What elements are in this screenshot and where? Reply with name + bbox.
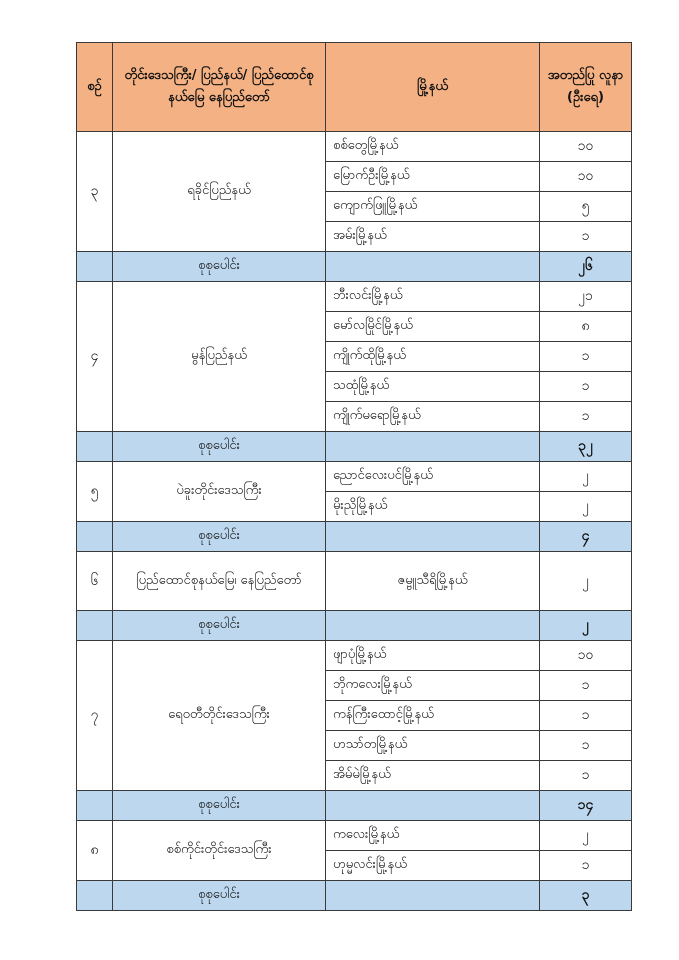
township-name: ကျိုက်ထိုမြို့နယ်: [326, 342, 540, 372]
township-count: ၁: [540, 671, 632, 701]
subtotal-empty-cell: [326, 611, 540, 641]
table-row: [77, 641, 632, 671]
subtotal-value: ၃: [540, 881, 632, 911]
header-region: တိုင်းဒေသကြီး/ ပြည်နယ်/ ပြည်ထောင်စုနယ်မြေ နေပြည်တော်: [113, 43, 326, 132]
township-name: ဘိုကလေးမြို့နယ်: [326, 671, 540, 701]
subtotal-empty-cell: [77, 252, 113, 282]
subtotal-empty-cell: [326, 432, 540, 462]
subtotal-row: [77, 432, 632, 462]
township-name: အမ်းမြို့နယ်: [326, 222, 540, 252]
township-name: ဇမ္ဗူသီရိမြို့နယ်: [326, 552, 540, 611]
subtotal-label: စုစုပေါင်း: [113, 611, 326, 641]
township-count: ၁၀: [540, 641, 632, 671]
township-count: ၁၀: [540, 132, 632, 162]
subtotal-row: [77, 791, 632, 821]
township-name: မော်လမြိုင်မြို့နယ်: [326, 312, 540, 342]
township-count: ၅: [540, 192, 632, 222]
subtotal-label: စုစုပေါင်း: [113, 522, 326, 552]
township-name: ကလေးမြို့နယ်: [326, 821, 540, 851]
township-count: ၁: [540, 851, 632, 881]
cases-table: [76, 42, 632, 911]
township-count: ၁: [540, 372, 632, 402]
subtotal-label: စုစုပေါင်း: [113, 791, 326, 821]
township-name: ကျိုက်မရောမြို့နယ်: [326, 402, 540, 432]
township-name: သထုံမြို့နယ်: [326, 372, 540, 402]
township-count: ၂: [540, 462, 632, 492]
header-township: မြို့နယ်: [326, 43, 540, 132]
township-count: ၂၁: [540, 282, 632, 312]
subtotal-row: [77, 881, 632, 911]
table-row: [77, 821, 632, 851]
township-count: ၁: [540, 761, 632, 791]
region-name: စစ်ကိုင်းတိုင်းဒေသကြီး: [113, 821, 326, 881]
township-count: ၂: [540, 552, 632, 611]
row-number: ၇: [77, 641, 113, 791]
region-name: ပြည်ထောင်စုနယ်မြေ၊ နေပြည်တော်: [113, 552, 326, 611]
township-name: ကန်ကြီးထောင့်မြို့နယ်: [326, 701, 540, 731]
township-name: မိုးညိုမြို့နယ်: [326, 492, 540, 522]
header-no: စဉ်: [77, 43, 113, 132]
subtotal-empty-cell: [326, 522, 540, 552]
table-row: [77, 132, 632, 162]
subtotal-label: စုစုပေါင်း: [113, 881, 326, 911]
subtotal-row: [77, 522, 632, 552]
subtotal-empty-cell: [77, 432, 113, 462]
subtotal-empty-cell: [326, 881, 540, 911]
row-number: ၄: [77, 282, 113, 432]
township-name: စစ်တွေမြို့နယ်: [326, 132, 540, 162]
subtotal-value: ၁၄: [540, 791, 632, 821]
township-name: အိမ်မဲမြို့နယ်: [326, 761, 540, 791]
row-number: ၆: [77, 552, 113, 611]
header-row: [77, 43, 632, 132]
table-row: [77, 462, 632, 492]
subtotal-empty-cell: [77, 611, 113, 641]
subtotal-value: ၃၂: [540, 432, 632, 462]
subtotal-value: ၄: [540, 522, 632, 552]
region-name: ရခိုင်ပြည်နယ်: [113, 132, 326, 252]
subtotal-empty-cell: [77, 881, 113, 911]
row-number: ၈: [77, 821, 113, 881]
subtotal-label: စုစုပေါင်း: [113, 432, 326, 462]
township-name: ညောင်လေးပင်မြို့နယ်: [326, 462, 540, 492]
township-count: ၈: [540, 312, 632, 342]
region-name: မွန်ပြည်နယ်: [113, 282, 326, 432]
township-count: ၁: [540, 701, 632, 731]
township-name: ဖျာပုံမြို့နယ်: [326, 641, 540, 671]
subtotal-row: [77, 611, 632, 641]
subtotal-empty-cell: [326, 791, 540, 821]
region-name: ပဲခူးတိုင်းဒေသကြီး: [113, 462, 326, 522]
subtotal-empty-cell: [326, 252, 540, 282]
subtotal-value: ၂၆: [540, 252, 632, 282]
row-number: ၅: [77, 462, 113, 522]
township-count: ၁: [540, 222, 632, 252]
township-name: ဟုမ္မလင်းမြို့နယ်: [326, 851, 540, 881]
region-name: ရေဝတီတိုင်းဒေသကြီး: [113, 641, 326, 791]
township-count: ၁၀: [540, 162, 632, 192]
township-count: ၁: [540, 402, 632, 432]
township-name: ဟသာ်တမြို့နယ်: [326, 731, 540, 761]
subtotal-label: စုစုပေါင်း: [113, 252, 326, 282]
subtotal-row: [77, 252, 632, 282]
row-number: ၃: [77, 132, 113, 252]
subtotal-empty-cell: [77, 522, 113, 552]
township-count: ၂: [540, 821, 632, 851]
table-row: [77, 552, 632, 611]
header-count: အတည်ပြု လူနာ (ဦးရေ): [540, 43, 632, 132]
township-count: ၂: [540, 492, 632, 522]
township-name: ဘီးလင်းမြို့နယ်: [326, 282, 540, 312]
township-count: ၁: [540, 342, 632, 372]
township-name: ကျောက်ဖြူမြို့နယ်: [326, 192, 540, 222]
table-body: [77, 132, 632, 911]
table-row: [77, 282, 632, 312]
township-name: မြောက်ဦးမြို့နယ်: [326, 162, 540, 192]
subtotal-value: ၂: [540, 611, 632, 641]
township-count: ၁: [540, 731, 632, 761]
subtotal-empty-cell: [77, 791, 113, 821]
